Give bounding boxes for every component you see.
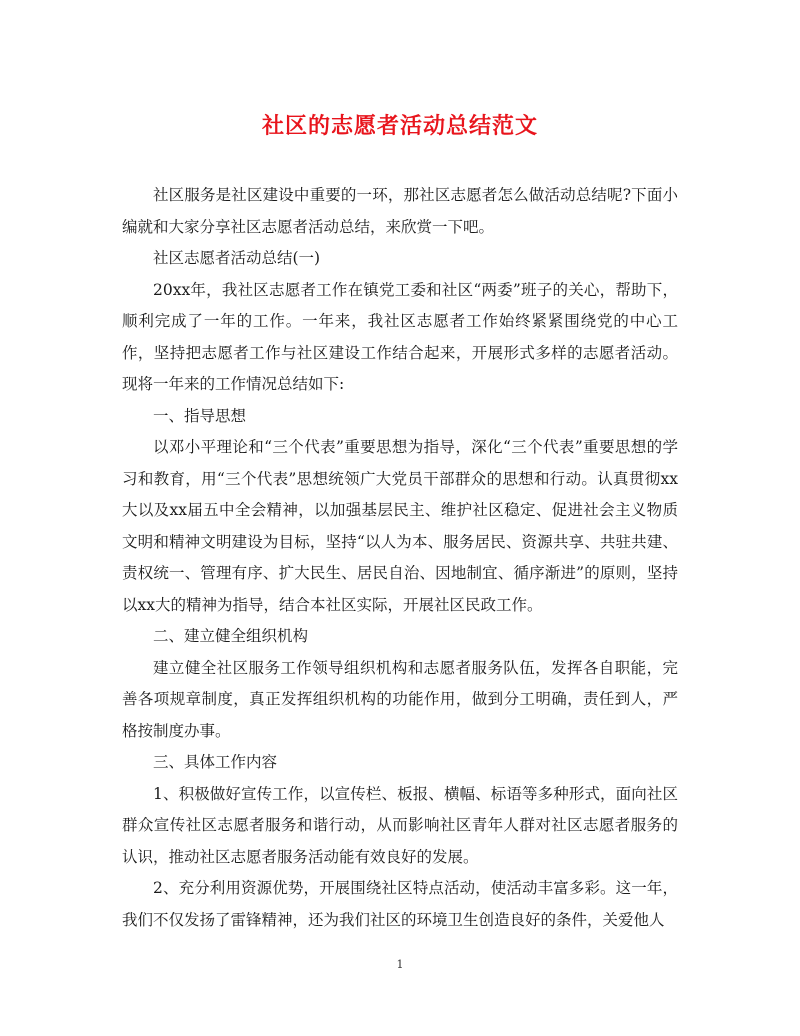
paragraph-intro: 社区服务是社区建设中重要的一环，那社区志愿者怎么做活动总结呢?下面小编就和大家分享社区志愿者活动总结，来欣赏一下吧。 [122,186,678,236]
paragraph-work-item-2: 2、充分利用资源优势，开展围绕社区特点活动，使活动丰富多彩。这一年，我们不仅发扬了雷锋精神，还为我们社区的环境卫生创造良好的条件，关爱他人 [122,879,678,929]
paragraph-subtitle: 社区志愿者活动总结(一) [153,249,321,267]
document-title: 社区的志愿者活动总结范文 [261,113,538,139]
paragraph-overview: 20xx年，我社区志愿者工作在镇党工委和社区“两委”班子的关心，帮助下，顺利完成了一年的工作。一年来，我社区志愿者工作始终紧紧围绕党的中心工作，坚持把志愿者工作与社区建设工作结合起来，开展形式多样的志愿者活动。现将一年来的工作情况总结如下: [122,280,678,393]
paragraph-guiding-ideology: 以邓小平理论和“三个代表”重要思想为指导，深化“三个代表”重要思想的学习和教育，用“三个代表”思想统领广大党员干部群众的思想和行动。认真贯彻xx大以及xx届五中全会精神，以加强基层民主、维护社区稳定、促进社会主义物质文明和精神文明建设为目标，坚持“以人为本、服务居民、资源共享、共驻共建、责权统一、管理有序、扩大民生、居民自治、因地制宜、循序渐进”的原则，坚持以xx大的精神为指导，结合本社区实际，开展社区民政工作。 [122,438,678,614]
paragraph-work-item-1: 1、积极做好宣传工作，以宣传栏、板报、横幅、标语等多种形式，面向社区群众宣传社区志愿者服务和谐行动，从而影响社区青年人群对社区志愿者服务的认识，推动社区志愿者服务活动能有效良好的发展。 [122,784,678,866]
document-body [122,180,678,936]
paragraph-organization: 建立健全社区服务工作领导组织机构和志愿者服务队伍，发挥各自职能，完善各项规章制度，真正发挥组织机构的功能作用，做到分工明确，责任到人，严格按制度办事。 [122,658,678,740]
section-heading-organization: 二、建立健全组织机构 [153,627,309,645]
section-heading-guiding-ideology: 一、指导思想 [153,406,247,425]
page-number: 1 [396,958,404,971]
section-heading-work-content: 三、具体工作内容 [153,753,278,771]
